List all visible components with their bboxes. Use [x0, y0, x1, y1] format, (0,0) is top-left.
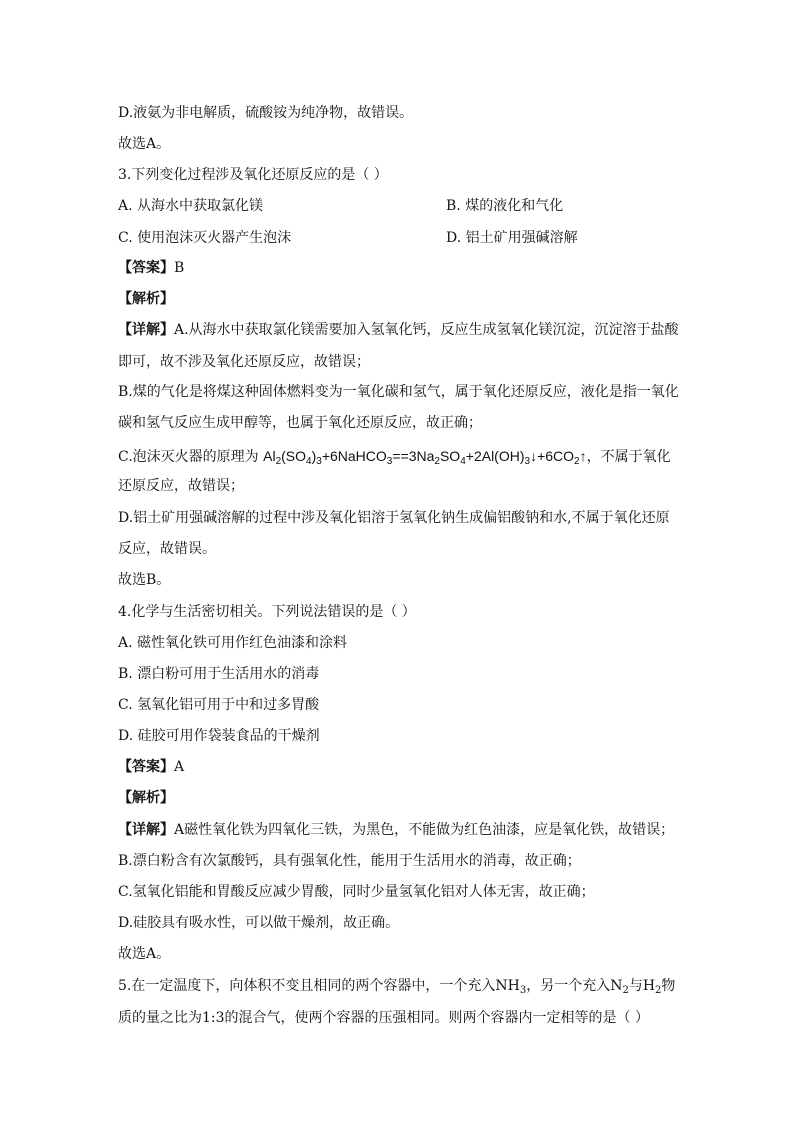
- q3-answer: [118, 258, 184, 278]
- q4-option-d: D. 硅胶可用作袋装食品的干燥剂: [118, 728, 320, 744]
- q3-options-row-2: [118, 228, 678, 248]
- detail-tag: 【详解】: [118, 322, 174, 338]
- q4-option-b: B. 漂白粉可用于生活用水的消毒: [118, 666, 320, 682]
- detail-text: A磁性氧化铁为四氧化三铁，为黑色，不能做为红色油漆，应是氧化铁，故错误；: [174, 822, 675, 838]
- q3-detail-d-line-1: D.铝土矿用强碱溶解的过程中涉及氧化铝溶于氢氧化钠生成偏铝酸钠和水,不属于氧化还原: [118, 510, 670, 526]
- answer-tag: 【答案】: [118, 260, 174, 276]
- q3-detail-b-line-2: 碳和氢气反应生成甲醇等，也属于氧化还原反应，故正确；: [118, 415, 482, 431]
- q4-stem: 4.化学与生活密切相关。下列说法错误的是（ ）: [118, 604, 416, 620]
- q3-option-a: A. 从海水中获取氯化镁: [118, 198, 264, 214]
- q3-stem: 3.下列变化过程涉及氧化还原反应的是（ ）: [118, 167, 388, 183]
- q3-detail-a-line-1: [118, 320, 679, 340]
- q3-option-c: C. 使用泡沫灭火器产生泡沫: [118, 230, 292, 246]
- q4-option-c: C. 氢氧化铝可用于中和过多胃酸: [118, 697, 320, 713]
- q3-detail-a-line-2: 即可，故不涉及氧化还原反应，故错误；: [118, 354, 370, 370]
- q4-conclusion: 故选A。: [118, 946, 171, 962]
- q3-option-d: D. 铝土矿用强碱溶解: [446, 230, 578, 246]
- answer-tag: 【答案】: [118, 759, 174, 775]
- detail-c-suffix: ，不属于氧化: [586, 449, 671, 465]
- analysis-tag: 【解析】: [118, 291, 174, 307]
- reaction-formula: $Al_2(SO_4)_3+6NaHCO_3==3Na_2SO_4+2Al(OH)_3↓+6CO_2↑$: [263, 448, 587, 467]
- q5-stem-line-2: 质的量之比为1:3的混合气，使两个容器的压强相同。则两个容器内一定相等的是（ ）: [118, 1010, 649, 1026]
- q4-detail-a: [118, 820, 674, 840]
- detail-tag: 【详解】: [118, 822, 174, 838]
- q2-option-d-explanation: D.液氨为非电解质，硫酸铵为纯净物，故错误。: [118, 105, 414, 121]
- q4-detail-d: D.硅胶具有吸水性，可以做干燥剂，故正确。: [118, 915, 400, 931]
- q4-detail-b: B.漂白粉含有次氯酸钙，具有强氧化性，能用于生活用水的消毒，故正确；: [118, 853, 581, 869]
- q4-analysis-tag: [118, 788, 174, 808]
- q5-stem-line-1: [118, 976, 675, 1001]
- q4-option-a: A. 磁性氧化铁可用作红色油漆和涂料: [118, 635, 348, 651]
- q3-detail-b-line-1: B.煤的气化是将煤这种固体燃料变为一氧化碳和氢气，属于氧化还原反应，液化是指一氧化: [118, 384, 679, 400]
- detail-c-prefix: C.泡沫灭火器的原理为: [118, 449, 264, 465]
- q3-detail-c-line-2: 还原反应，故错误；: [118, 478, 244, 494]
- q3-options-row-1: [118, 196, 678, 216]
- detail-text: A.从海水中获取氯化镁需要加入氢氧化钙，反应生成氢氧化镁沉淀，沉淀溶于盐酸: [174, 322, 679, 338]
- q3-detail-c-line-1: [118, 446, 671, 472]
- q3-option-b: B. 煤的液化和气化: [446, 198, 564, 214]
- q3-analysis-tag: [118, 289, 174, 309]
- q3-detail-d-line-2: 反应，故错误。: [118, 541, 216, 557]
- q2-conclusion: 故选A。: [118, 136, 171, 152]
- q4-detail-c: C.氢氧化铝能和胃酸反应减少胃酸，同时少量氢氧化铝对人体无害，故正确；: [118, 884, 595, 900]
- answer-value: A: [174, 759, 185, 775]
- q3-conclusion: 故选B。: [118, 572, 171, 588]
- q4-answer: [118, 757, 184, 777]
- answer-value: B: [174, 260, 185, 276]
- analysis-tag: 【解析】: [118, 790, 174, 806]
- q5-stem-text: 5.在一定温度下，向体积不变且相同的两个容器中，一个充入$NH_3$，另一个充入$N_2$与$H_2$物: [118, 978, 676, 996]
